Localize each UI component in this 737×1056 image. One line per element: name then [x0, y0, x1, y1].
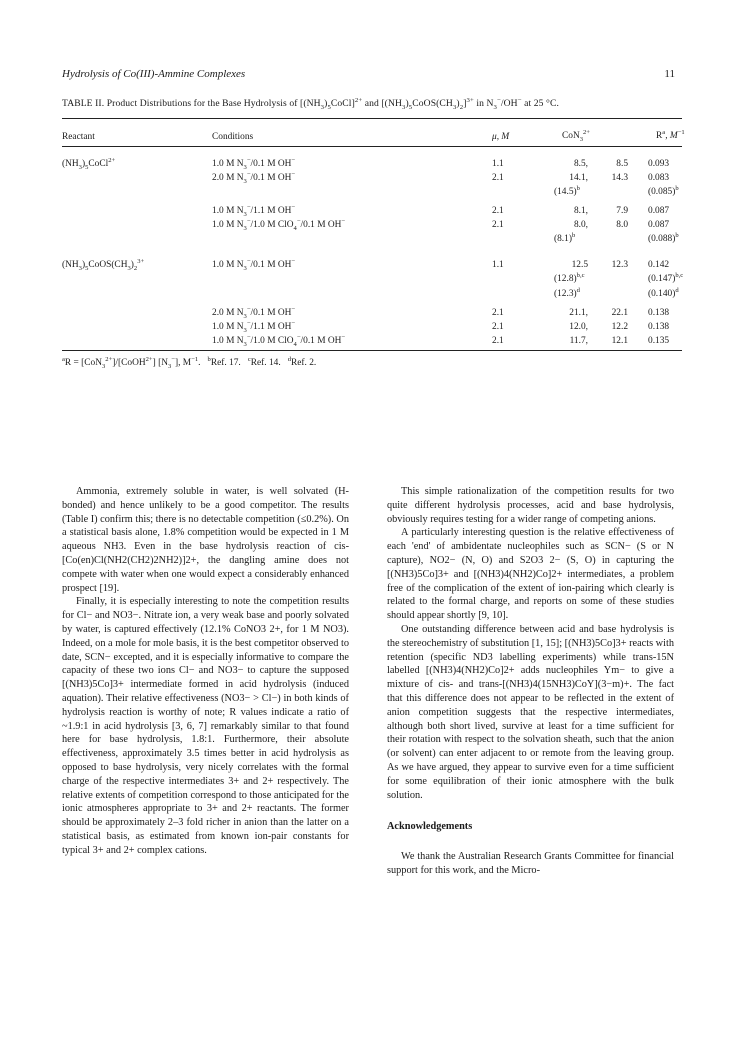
reactant-chloro: $(NH_3)_5CoCl^{2+}$: [62, 156, 116, 171]
row-conditions: 1.0 M $N_3^-/1.1$ M OH−: [212, 203, 296, 218]
row-mu: 2.1: [492, 336, 504, 346]
row-conditions: 1.0 M $N_3^-/0.1$ M OH−: [212, 156, 296, 171]
row-value-1: 12.5: [571, 260, 588, 270]
row-value-1: 8.0,: [573, 220, 588, 230]
table-footnotes: $^a$R = [CoN$_3^{2+}$]/[CoOH$^{2+}$] $[N_3^-]$, $M^{-1}$. $^b$Ref. 17. $^c$Ref. 14. $^d$Ref. 2.: [62, 355, 317, 370]
row-mu: 1.1: [492, 159, 504, 169]
table-caption: TABLE II. Product Distributions for the Base Hydrolysis of $[(NH_3)_5CoCl]^{2+}$ and $[(NH_3)_5CoOS(CH_3)_2]^{3+}$ in $N_3^-/OH^-$ at 25 °C.: [62, 96, 559, 111]
row-value-2: 8.0: [616, 220, 628, 230]
row-value-2: 7.9: [616, 206, 628, 216]
row-conditions: 2.0 M $N_3^-/0.1$ M OH−: [212, 305, 296, 320]
table-header-rule: [62, 146, 682, 147]
left-column: [62, 485, 349, 858]
row-ratio: 0.087: [648, 220, 670, 230]
header-conditions: Conditions: [212, 132, 254, 142]
row-value-ref: $(12.3)^d$: [554, 286, 580, 299]
row-mu: 2.1: [492, 220, 504, 230]
row-value-1: 8.1,: [573, 206, 588, 216]
row-value-1: 21.1,: [569, 308, 588, 318]
row-value-2: 22.1: [611, 308, 628, 318]
row-value-2: 12.3: [611, 260, 628, 270]
row-mu: 1.1: [492, 260, 504, 270]
left-paragraph-2: Finally, it is especially interesting to note the competition results for Cl− and NO3−. Nitrate ion, a very weak base and poorly solvated by water, is captured effectively (12.1% CoNO3 2+, for 1 M NO3). Indeed, on a mole for mole basis, it is the best competitor observed to date, SCN− excepted, and it is especially informative to compare the capacity of these two ions Cl− and NO3− to capture the supposed [(NH3)5Co]3+ intermediate formed in acid hydrolysis (induced aquation). Their relative effectiveness (NO3− > Cl−) in both kinds of hydrolysis reaction is worthy of note; R values indicate a ratio of ~1.9:1 in acid hydrolysis [3, 6, 7] remarkably similar to that found here for base hydrolysis, 1.8:1. Furthermore, their absolute effectiveness, approximately 3.5 times better in acid hydrolysis as opposed to base hydrolysis, very nicely correlates with the formal charge of the respective intermediates 3+ and 2+ respectively. The relative extents of competition correspond to those anticipated for the ionic atmospheres appropriate to 3+ and 2+ reactants. The former should be approximately 2–3 fold richer in anion than the latter on a statistical basis, as estimated from known ion-pair constants for typical 3+ and 2+ complex cations.: [62, 596, 349, 856]
row-value-1: 14.1,: [569, 173, 588, 183]
running-header: [62, 68, 675, 84]
page-number: 11: [664, 68, 675, 80]
row-value-1: 12.0,: [569, 322, 588, 332]
row-value-2: 12.1: [611, 336, 628, 346]
row-ratio-ref: $(0.088)^b$: [648, 231, 679, 244]
row-ratio-ref: $(0.140)^d$: [648, 286, 679, 299]
running-title: Hydrolysis of Co(III)-Ammine Complexes: [62, 68, 246, 80]
right-paragraph-2: A particularly interesting question is the relative effectiveness of each 'end' of ambidentate nucleophiles such as SCN− (S or N capture), NO2− (N, O) and S2O3 2− (S, O) in capturing the [(NH3)5Co]3+ and [(NH3)4(NH2)Co]2+ intermediates, a problem free of the complication of the extent of ion-pairing which clearly is related to the formal charge, and reports on some of these studies should appear shortly [9, 10].: [387, 527, 674, 622]
row-ratio: 0.093: [648, 159, 670, 169]
row-ratio: 0.142: [648, 260, 670, 270]
header-reactant: Reactant: [62, 132, 95, 142]
left-paragraph-1: Ammonia, extremely soluble in water, is well solvated (H-bonded) and hence unlikely to be a good competitor. The results (Table I) confirm this; there is no detectable competition (≤0.2%). On a statistical basis alone, 1.8% competition would be expected in 1 M aqueous NH3. Even in the base hydrolysis reaction of cis-[Co(en)Cl(NH2(CH2)2NH2)]2+, the dangling amine does not compete with water when one would expect a considerably enhanced prospect [19].: [62, 486, 349, 594]
header-ratio: $R^a$, $M^{-1}$: [656, 128, 685, 141]
row-conditions: 1.0 M $N_3^-/1.0$ M ClO$_4$−/0.1 M OH−: [212, 333, 346, 348]
row-conditions: 1.0 M $N_3^-/0.1$ M OH−: [212, 257, 296, 272]
right-column: [387, 485, 674, 878]
acknowledgements-heading: Acknowledgements: [387, 821, 473, 833]
row-value-ref: $(12.8)^{b,c}$: [554, 271, 585, 284]
table-bottom-rule: [62, 350, 682, 351]
row-conditions: 2.0 M $N_3^-/0.1$ M OH−: [212, 170, 296, 185]
row-conditions: 1.0 M $N_3^-/1.1$ M OH−: [212, 319, 296, 334]
row-ratio: 0.138: [648, 322, 670, 332]
row-value-ref: $(14.5)^b$: [554, 184, 580, 197]
row-mu: 2.1: [492, 173, 504, 183]
row-ratio: 0.138: [648, 308, 670, 318]
right-paragraph-1: This simple rationalization of the competition results for two quite different hydrolysis processes, acid and base hydrolysis, obviously requires testing for a wider range of competing anions.: [387, 486, 674, 525]
header-product: CoN$_3^{2+}$: [562, 128, 591, 143]
reactant-dmso: $(NH_3)_5CoOS(CH_3)_2^{3+}$: [62, 257, 145, 272]
row-ratio: 0.083: [648, 173, 670, 183]
row-ratio-ref: $(0.085)^b$: [648, 184, 679, 197]
row-ratio-ref: $(0.147)^{b,c}$: [648, 271, 684, 284]
row-value-2: 8.5: [616, 159, 628, 169]
row-mu: 2.1: [492, 206, 504, 216]
row-ratio: 0.135: [648, 336, 670, 346]
table-top-rule: [62, 118, 682, 119]
row-value-1: 8.5,: [573, 159, 588, 169]
row-ratio: 0.087: [648, 206, 670, 216]
header-mu: μ, M: [492, 132, 510, 142]
row-value-ref: $(8.1)^b$: [554, 231, 576, 244]
row-conditions: 1.0 M $N_3^-/1.0$ M ClO$_4$−/0.1 M OH−: [212, 217, 346, 232]
row-value-1: 11.7,: [569, 336, 588, 346]
row-mu: 2.1: [492, 308, 504, 318]
acknowledgements-text: We thank the Australian Research Grants Committee for financial support for this work, and the Micro-: [387, 851, 674, 876]
right-paragraph-3: One outstanding difference between acid and base hydrolysis is the stereochemistry of substitution [1, 15]; [(NH3)5Co]3+ reacts with retention (specific ND3 labelling experiments) while trans-15N labelled [(NH3)4(NH2)Co]2+ adds nucleophiles Ym− to give a mixture of cis- and trans-[(NH3)4(15NH3)CoY](3−m)+. The fact that this difference does not appear to be reflected in the extent of anion competition suggests that the respective intermediates, although both short lived, survive at least for a time sufficient for their rotation with respect to the solvation sheath, such that the anion (or solvent) can enter adjacent to or remote from the leaving group. As we have argued, they appear to survive even for a time sufficient for some equilibration of their ionic atmosphere with the bulk solution.: [387, 623, 674, 801]
row-value-2: 14.3: [611, 173, 628, 183]
row-mu: 2.1: [492, 322, 504, 332]
row-value-2: 12.2: [611, 322, 628, 332]
